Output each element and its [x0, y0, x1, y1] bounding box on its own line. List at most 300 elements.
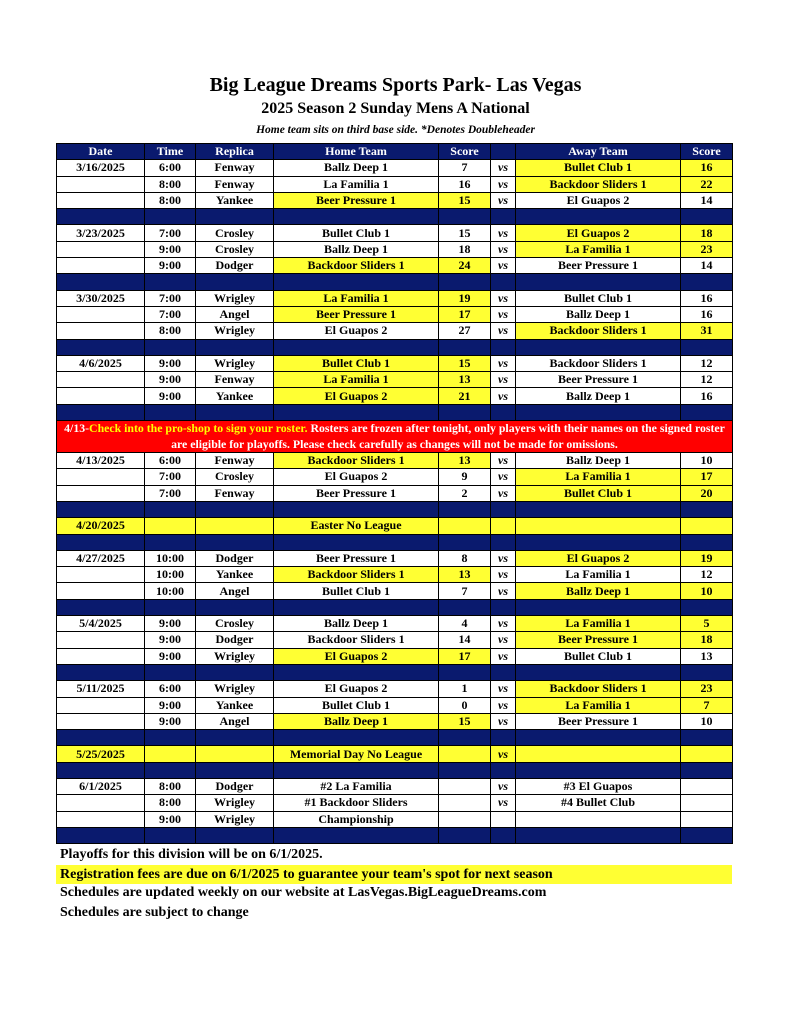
separator-cell [274, 501, 439, 517]
home-team-cell: El Guapos 2 [274, 469, 439, 485]
away-team-cell [516, 746, 681, 762]
separator-row [57, 209, 733, 225]
separator-cell [491, 404, 516, 420]
vs-cell: vs [491, 241, 516, 257]
home-team-cell: Beer Pressure 1 [274, 306, 439, 322]
home-team-cell: Ballz Deep 1 [274, 160, 439, 176]
away-score-cell: 17 [681, 469, 733, 485]
time-cell: 6:00 [145, 681, 196, 697]
away-score-cell: 12 [681, 567, 733, 583]
vs-cell: vs [491, 713, 516, 729]
separator-cell [196, 274, 274, 290]
separator-cell [516, 501, 681, 517]
away-score-cell: 18 [681, 225, 733, 241]
home-team-cell: El Guapos 2 [274, 681, 439, 697]
separator-cell [516, 664, 681, 680]
replica-cell: Crosley [196, 469, 274, 485]
home-team-cell: #2 La Familia [274, 778, 439, 794]
replica-cell: Dodger [196, 550, 274, 566]
separator-cell [57, 404, 145, 420]
page-subtitle: 2025 Season 2 Sunday Mens A National [261, 100, 530, 117]
away-score-cell: 20 [681, 485, 733, 501]
header-home-team: Home Team [274, 144, 439, 160]
home-team-cell: La Familia 1 [274, 372, 439, 388]
date-cell: 5/25/2025 [57, 746, 145, 762]
separator-cell [439, 339, 491, 355]
separator-cell [439, 730, 491, 746]
game-row [57, 811, 733, 827]
away-team-cell [516, 518, 681, 534]
date-cell [57, 241, 145, 257]
time-cell: 9:00 [145, 648, 196, 664]
time-cell: 8:00 [145, 778, 196, 794]
home-score-cell: 0 [439, 697, 491, 713]
home-team-cell: Memorial Day No League [274, 746, 439, 762]
separator-cell [274, 534, 439, 550]
time-cell: 8:00 [145, 795, 196, 811]
game-row [57, 550, 733, 566]
vs-cell: vs [491, 323, 516, 339]
separator-cell [439, 534, 491, 550]
away-score-cell: 12 [681, 355, 733, 371]
away-score-cell: 23 [681, 241, 733, 257]
away-score-cell: 22 [681, 176, 733, 192]
away-team-cell: Backdoor Sliders 1 [516, 681, 681, 697]
away-score-cell: 16 [681, 388, 733, 404]
game-row [57, 567, 733, 583]
home-team-cell: El Guapos 2 [274, 648, 439, 664]
game-row [57, 258, 733, 274]
away-team-cell: Beer Pressure 1 [516, 713, 681, 729]
game-row [57, 241, 733, 257]
game-row [57, 160, 733, 176]
away-score-cell: 7 [681, 697, 733, 713]
separator-cell [516, 762, 681, 778]
date-cell [57, 258, 145, 274]
game-row [57, 355, 733, 371]
away-score-cell: 19 [681, 550, 733, 566]
away-team-cell: El Guapos 2 [516, 192, 681, 208]
home-score-cell: 7 [439, 160, 491, 176]
date-cell [57, 485, 145, 501]
home-team-cell: Backdoor Sliders 1 [274, 567, 439, 583]
separator-cell [274, 339, 439, 355]
separator-cell [439, 404, 491, 420]
date-cell: 4/13/2025 [57, 453, 145, 469]
away-team-cell [516, 811, 681, 827]
away-score-cell [681, 795, 733, 811]
home-team-cell: #1 Backdoor Sliders [274, 795, 439, 811]
separator-cell [516, 209, 681, 225]
vs-cell: vs [491, 355, 516, 371]
away-team-cell: La Familia 1 [516, 697, 681, 713]
separator-cell [274, 730, 439, 746]
header-away-team: Away Team [516, 144, 681, 160]
separator-cell [57, 827, 145, 843]
away-team-cell: Beer Pressure 1 [516, 632, 681, 648]
separator-row [57, 599, 733, 615]
game-row [57, 697, 733, 713]
holiday-row [57, 746, 733, 762]
away-score-cell: 14 [681, 192, 733, 208]
time-cell: 9:00 [145, 388, 196, 404]
home-score-cell: 15 [439, 225, 491, 241]
home-team-cell: Easter No League [274, 518, 439, 534]
home-team-cell: La Familia 1 [274, 176, 439, 192]
home-team-cell: Bullet Club 1 [274, 355, 439, 371]
time-cell: 9:00 [145, 355, 196, 371]
vs-cell: vs [491, 746, 516, 762]
header-home-score: Score [439, 144, 491, 160]
date-cell [57, 632, 145, 648]
separator-cell [57, 501, 145, 517]
separator-cell [196, 827, 274, 843]
roster-notice-row [57, 421, 733, 453]
home-team-cell: Beer Pressure 1 [274, 550, 439, 566]
replica-cell: Angel [196, 306, 274, 322]
away-team-cell: Backdoor Sliders 1 [516, 323, 681, 339]
home-score-cell: 15 [439, 192, 491, 208]
date-cell [57, 811, 145, 827]
separator-cell [516, 274, 681, 290]
separator-row [57, 762, 733, 778]
home-team-cell: Championship [274, 811, 439, 827]
home-team-cell: Ballz Deep 1 [274, 713, 439, 729]
away-score-cell: 14 [681, 258, 733, 274]
separator-cell [274, 762, 439, 778]
home-team-cell: Backdoor Sliders 1 [274, 632, 439, 648]
separator-cell [491, 501, 516, 517]
vs-cell: vs [491, 485, 516, 501]
date-cell: 3/16/2025 [57, 160, 145, 176]
vs-cell: vs [491, 567, 516, 583]
header-time: Time [145, 144, 196, 160]
header-vs [491, 144, 516, 160]
vs-cell [491, 811, 516, 827]
separator-cell [681, 762, 733, 778]
separator-row [57, 730, 733, 746]
separator-cell [681, 730, 733, 746]
separator-cell [274, 827, 439, 843]
page-note: Home team sits on third base side. *Denotes Doubleheader [256, 124, 535, 136]
separator-cell [145, 534, 196, 550]
separator-cell [681, 404, 733, 420]
header-replica: Replica [196, 144, 274, 160]
vs-cell: vs [491, 372, 516, 388]
separator-cell [516, 339, 681, 355]
away-team-cell: La Familia 1 [516, 469, 681, 485]
separator-cell [439, 599, 491, 615]
holiday-row [57, 518, 733, 534]
separator-cell [57, 274, 145, 290]
date-cell [57, 795, 145, 811]
vs-cell: vs [491, 648, 516, 664]
game-row [57, 583, 733, 599]
replica-cell: Crosley [196, 225, 274, 241]
separator-cell [274, 599, 439, 615]
separator-cell [439, 209, 491, 225]
home-team-cell: Bullet Club 1 [274, 583, 439, 599]
date-cell [57, 192, 145, 208]
notice-text: Rosters are frozen after tonight, only players with their names on the signed roster are eligible for playoffs. Please check carefully as changes will not be made for omissions. [171, 421, 725, 451]
separator-cell [681, 534, 733, 550]
separator-cell [145, 730, 196, 746]
footer-subject: Schedules are subject to change [60, 905, 249, 920]
away-score-cell: 23 [681, 681, 733, 697]
separator-row [57, 339, 733, 355]
time-cell: 6:00 [145, 453, 196, 469]
home-score-cell: 27 [439, 323, 491, 339]
separator-cell [196, 339, 274, 355]
separator-cell [439, 501, 491, 517]
home-score-cell [439, 795, 491, 811]
vs-cell: vs [491, 681, 516, 697]
away-score-cell [681, 518, 733, 534]
replica-cell: Angel [196, 583, 274, 599]
separator-cell [491, 664, 516, 680]
replica-cell: Wrigley [196, 681, 274, 697]
away-team-cell: #4 Bullet Club [516, 795, 681, 811]
date-cell [57, 372, 145, 388]
replica-cell: Wrigley [196, 323, 274, 339]
separator-cell [145, 664, 196, 680]
separator-row [57, 534, 733, 550]
away-team-cell: Ballz Deep 1 [516, 453, 681, 469]
game-row [57, 632, 733, 648]
separator-cell [681, 274, 733, 290]
away-team-cell: Ballz Deep 1 [516, 583, 681, 599]
away-team-cell: La Familia 1 [516, 241, 681, 257]
separator-cell [681, 209, 733, 225]
separator-row [57, 664, 733, 680]
home-score-cell: 17 [439, 306, 491, 322]
home-team-cell: Bullet Club 1 [274, 697, 439, 713]
separator-cell [681, 501, 733, 517]
away-team-cell: Beer Pressure 1 [516, 258, 681, 274]
time-cell: 9:00 [145, 372, 196, 388]
game-row [57, 469, 733, 485]
away-score-cell: 10 [681, 453, 733, 469]
time-cell [145, 746, 196, 762]
separator-cell [145, 501, 196, 517]
replica-cell [196, 746, 274, 762]
date-cell: 4/27/2025 [57, 550, 145, 566]
time-cell: 9:00 [145, 713, 196, 729]
separator-cell [57, 762, 145, 778]
time-cell: 8:00 [145, 192, 196, 208]
away-score-cell: 12 [681, 372, 733, 388]
away-team-cell: Backdoor Sliders 1 [516, 355, 681, 371]
footer-playoffs: Playoffs for this division will be on 6/1/2025. [60, 847, 323, 862]
replica-cell: Dodger [196, 778, 274, 794]
home-score-cell [439, 746, 491, 762]
separator-cell [57, 730, 145, 746]
separator-cell [57, 599, 145, 615]
home-score-cell: 18 [439, 241, 491, 257]
away-score-cell: 5 [681, 616, 733, 632]
separator-cell [516, 534, 681, 550]
replica-cell: Fenway [196, 485, 274, 501]
date-cell [57, 583, 145, 599]
game-row [57, 485, 733, 501]
separator-cell [145, 339, 196, 355]
home-score-cell: 1 [439, 681, 491, 697]
time-cell: 7:00 [145, 485, 196, 501]
separator-cell [439, 274, 491, 290]
separator-cell [57, 339, 145, 355]
separator-cell [681, 664, 733, 680]
date-cell [57, 323, 145, 339]
separator-row [57, 274, 733, 290]
replica-cell: Dodger [196, 258, 274, 274]
time-cell: 9:00 [145, 811, 196, 827]
date-cell [57, 713, 145, 729]
time-cell: 7:00 [145, 225, 196, 241]
replica-cell: Wrigley [196, 290, 274, 306]
away-score-cell: 13 [681, 648, 733, 664]
separator-cell [491, 339, 516, 355]
vs-cell [491, 518, 516, 534]
separator-cell [681, 599, 733, 615]
date-cell [57, 648, 145, 664]
replica-cell: Yankee [196, 192, 274, 208]
vs-cell: vs [491, 697, 516, 713]
away-team-cell: Bullet Club 1 [516, 648, 681, 664]
replica-cell: Wrigley [196, 648, 274, 664]
vs-cell: vs [491, 469, 516, 485]
page-title: Big League Dreams Sports Park- Las Vegas [209, 74, 582, 96]
home-score-cell: 15 [439, 713, 491, 729]
separator-row [57, 404, 733, 420]
separator-cell [57, 664, 145, 680]
vs-cell: vs [491, 290, 516, 306]
away-score-cell: 10 [681, 583, 733, 599]
separator-cell [196, 762, 274, 778]
home-score-cell: 24 [439, 258, 491, 274]
separator-cell [145, 599, 196, 615]
game-row [57, 616, 733, 632]
replica-cell: Fenway [196, 176, 274, 192]
time-cell: 6:00 [145, 160, 196, 176]
game-row [57, 372, 733, 388]
time-cell: 7:00 [145, 306, 196, 322]
home-score-cell: 7 [439, 583, 491, 599]
time-cell: 10:00 [145, 550, 196, 566]
roster-notice [57, 421, 733, 453]
game-row [57, 192, 733, 208]
home-score-cell: 14 [439, 632, 491, 648]
date-cell: 4/6/2025 [57, 355, 145, 371]
away-team-cell: Backdoor Sliders 1 [516, 176, 681, 192]
separator-cell [145, 209, 196, 225]
home-score-cell: 9 [439, 469, 491, 485]
header-date: Date [57, 144, 145, 160]
home-team-cell: El Guapos 2 [274, 388, 439, 404]
separator-cell [196, 501, 274, 517]
separator-cell [196, 599, 274, 615]
replica-cell: Wrigley [196, 811, 274, 827]
notice-highlight: Check into the pro-shop to sign your roster. [89, 421, 308, 436]
separator-row [57, 501, 733, 517]
separator-cell [145, 827, 196, 843]
vs-cell: vs [491, 160, 516, 176]
game-row [57, 388, 733, 404]
away-score-cell [681, 811, 733, 827]
separator-cell [145, 762, 196, 778]
replica-cell: Crosley [196, 241, 274, 257]
date-cell: 6/1/2025 [57, 778, 145, 794]
separator-row [57, 827, 733, 843]
separator-cell [196, 404, 274, 420]
date-cell [57, 697, 145, 713]
replica-cell: Crosley [196, 616, 274, 632]
replica-cell: Fenway [196, 372, 274, 388]
replica-cell: Yankee [196, 567, 274, 583]
home-score-cell: 2 [439, 485, 491, 501]
separator-cell [274, 664, 439, 680]
separator-cell [491, 599, 516, 615]
date-cell: 3/23/2025 [57, 225, 145, 241]
away-score-cell: 10 [681, 713, 733, 729]
home-team-cell: Beer Pressure 1 [274, 485, 439, 501]
time-cell: 8:00 [145, 176, 196, 192]
home-score-cell: 19 [439, 290, 491, 306]
away-score-cell: 16 [681, 290, 733, 306]
home-score-cell: 16 [439, 176, 491, 192]
time-cell: 7:00 [145, 469, 196, 485]
date-cell: 3/30/2025 [57, 290, 145, 306]
game-row [57, 453, 733, 469]
home-score-cell [439, 518, 491, 534]
away-team-cell: La Familia 1 [516, 567, 681, 583]
separator-cell [681, 339, 733, 355]
separator-cell [491, 762, 516, 778]
replica-cell: Wrigley [196, 795, 274, 811]
separator-cell [145, 274, 196, 290]
home-team-cell: Beer Pressure 1 [274, 192, 439, 208]
date-cell: 5/11/2025 [57, 681, 145, 697]
vs-cell: vs [491, 632, 516, 648]
date-cell: 5/4/2025 [57, 616, 145, 632]
separator-cell [196, 209, 274, 225]
game-row [57, 648, 733, 664]
time-cell: 9:00 [145, 697, 196, 713]
separator-cell [196, 664, 274, 680]
table-header-row [57, 144, 733, 160]
separator-cell [516, 827, 681, 843]
vs-cell: vs [491, 388, 516, 404]
game-row [57, 713, 733, 729]
separator-cell [274, 404, 439, 420]
replica-cell: Fenway [196, 160, 274, 176]
away-score-cell: 16 [681, 306, 733, 322]
game-row [57, 290, 733, 306]
away-score-cell: 16 [681, 160, 733, 176]
replica-cell [196, 518, 274, 534]
time-cell [145, 518, 196, 534]
away-team-cell: Ballz Deep 1 [516, 388, 681, 404]
time-cell: 10:00 [145, 567, 196, 583]
away-team-cell: La Familia 1 [516, 616, 681, 632]
away-score-cell: 18 [681, 632, 733, 648]
date-cell: 4/20/2025 [57, 518, 145, 534]
separator-cell [491, 209, 516, 225]
away-score-cell: 31 [681, 323, 733, 339]
game-row [57, 681, 733, 697]
separator-cell [439, 664, 491, 680]
game-row [57, 225, 733, 241]
header-away-score: Score [681, 144, 733, 160]
